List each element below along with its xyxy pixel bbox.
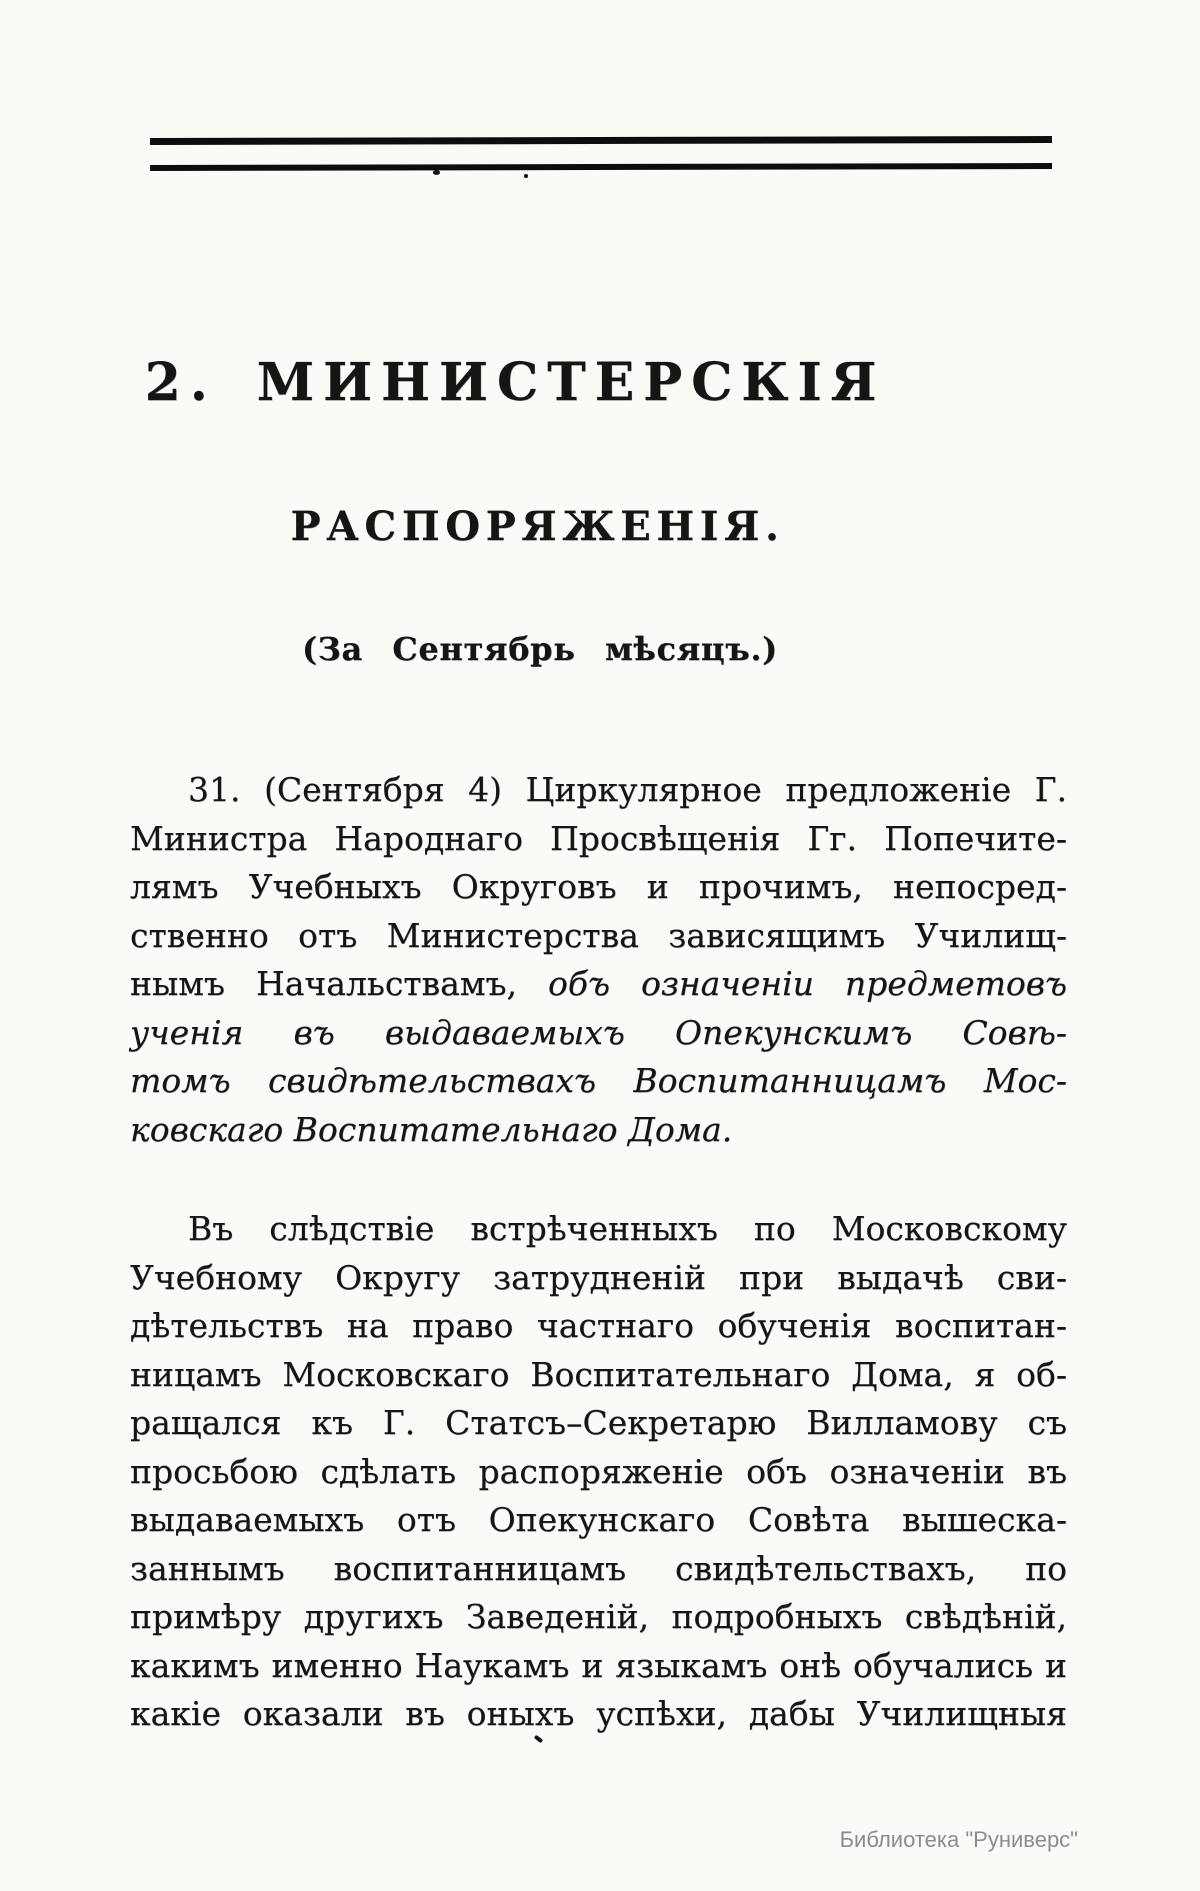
double-rule-divider	[150, 136, 1052, 171]
text-line	[130, 1205, 1067, 1254]
text-line	[130, 1593, 1067, 1642]
italic-text-segment: ученія въ выдаваемыхъ Опекунскимъ Совѣ-	[130, 1012, 1067, 1052]
italic-text-segment: ковскаго Воспитательнаго Дома.	[130, 1109, 733, 1149]
text-line	[130, 766, 1067, 815]
text-line	[130, 1399, 1067, 1448]
library-watermark: Библиотека "Руниверс"	[839, 1827, 1078, 1852]
text-segment: какіе оказали въ оныхъ успѣхи, дабы Училищныя	[130, 1694, 1067, 1733]
text-line	[130, 912, 1067, 961]
text-segment: ственно отъ Министерства зависящимъ Училищ-	[130, 915, 1067, 955]
text-line	[130, 1106, 1067, 1155]
period-note: (За Сентябрь мѣсяцъ.)	[302, 630, 778, 668]
text-line	[130, 815, 1067, 864]
text-segment: дѣтельствъ на право частнаго обученія воспитан-	[130, 1306, 1067, 1345]
italic-text-segment: объ означеніи предметовъ	[548, 964, 1068, 1003]
text-line	[130, 1351, 1067, 1400]
text-line	[130, 1448, 1067, 1497]
italic-text-segment: томъ свидѣтельствахъ Воспитанницамъ Мос-	[130, 1061, 1067, 1100]
text-line	[130, 1254, 1067, 1303]
text-line	[130, 1690, 1067, 1739]
text-segment: ницамъ Московскаго Воспитательнаго Дома, я об-	[130, 1354, 1067, 1394]
text-line	[130, 863, 1067, 912]
text-segment: Министра Народнаго Просвѣщенія Гг. Попечите-	[130, 818, 1067, 858]
text-line	[130, 1545, 1067, 1594]
ink-speck	[433, 170, 440, 175]
text-segment: примѣру другихъ Заведеній, подробныхъ свѣдѣній,	[130, 1597, 1067, 1636]
text-line	[130, 1009, 1067, 1058]
section-title: РАСПОРЯЖЕНІЯ.	[290, 503, 785, 550]
ink-speck	[524, 174, 528, 178]
text-segment: выдаваемыхъ отъ Опекунскаго Совѣта вышеска-	[130, 1500, 1067, 1539]
text-segment: 31. (Сентября 4) Циркулярное предложеніе Г.	[188, 770, 1067, 809]
text-line	[130, 960, 1067, 1009]
text-line	[130, 1057, 1067, 1106]
text-segment: лямъ Учебныхъ Округовъ и прочимъ, непосред-	[130, 867, 1067, 906]
text-segment: какимъ именно Наукамъ и языкамъ онѣ обучались и	[130, 1645, 1067, 1685]
text-line	[130, 1496, 1067, 1545]
text-line	[130, 1642, 1067, 1691]
text-segment: Учебному Округу затрудненій при выдачѣ сви-	[130, 1257, 1067, 1297]
section-number-title: 2. МИНИСТЕРСКІЯ	[144, 352, 886, 413]
text-segment: просьбою сдѣлать распоряженіе объ означеніи въ	[130, 1451, 1067, 1491]
text-segment: заннымъ воспитанницамъ свидѣтельствахъ, по	[130, 1548, 1067, 1588]
text-line	[130, 1302, 1067, 1351]
text-segment: Въ слѣдствіе встрѣченныхъ по Московскому	[188, 1209, 1067, 1248]
text-segment: ращался къ Г. Статсъ–Секретарю Вилламову съ	[130, 1403, 1067, 1442]
text-segment: нымъ Начальствамъ,	[130, 964, 548, 1003]
body-paragraph	[130, 1205, 1067, 1739]
entry-heading-paragraph	[130, 766, 1067, 1154]
